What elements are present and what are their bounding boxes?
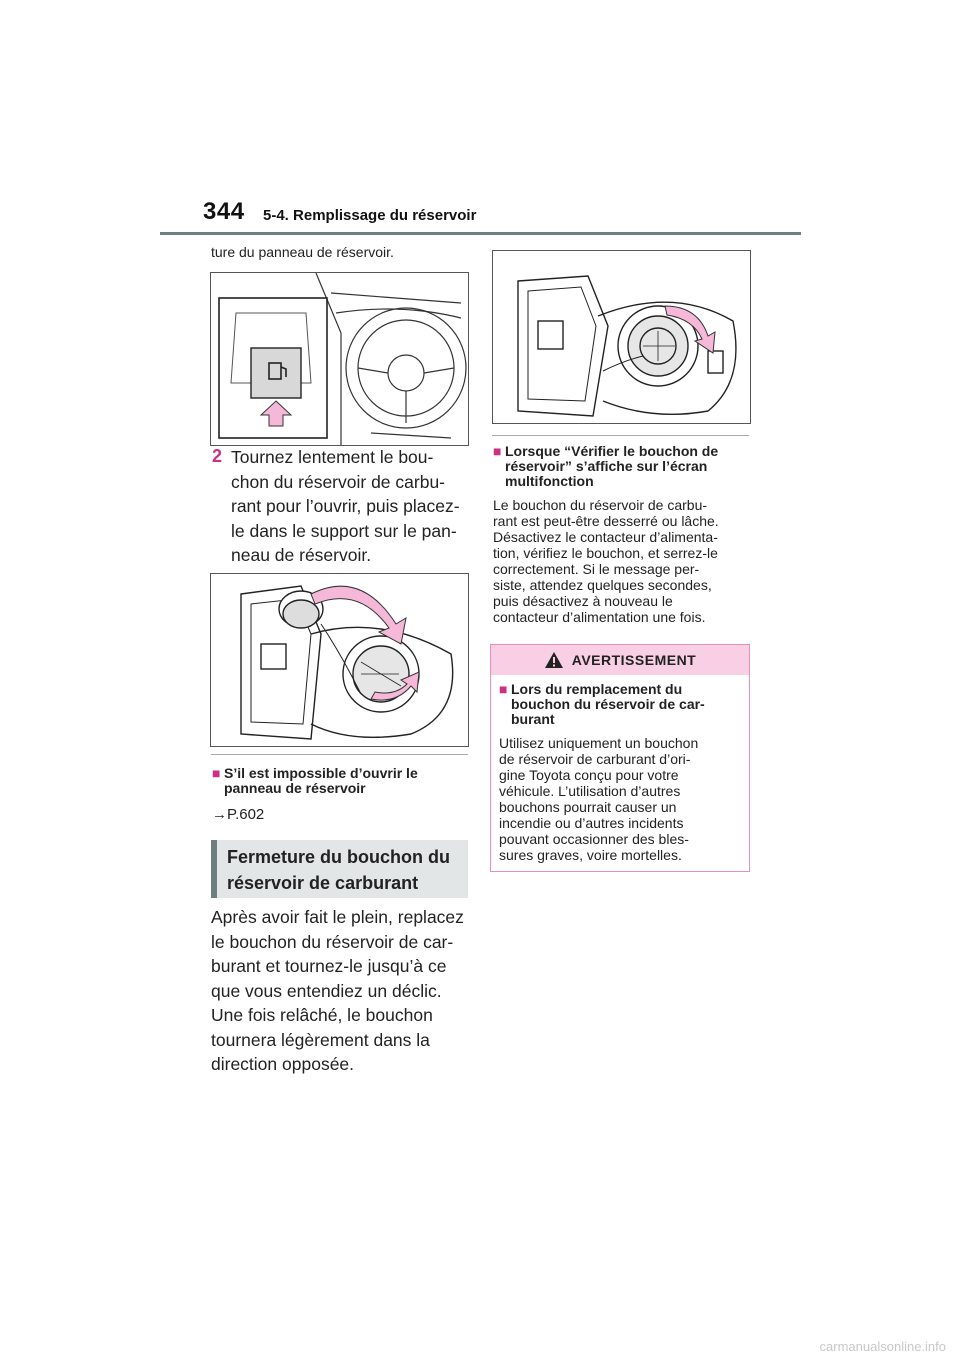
step2-text (231, 445, 471, 568)
check-cap-title-line: multifonction (505, 473, 594, 489)
check-cap-title-line: Lorsque “Vérifier le bouchon de (505, 443, 719, 459)
body-line: puis désactivez à nouveau le (493, 593, 673, 609)
warning-body (499, 735, 747, 863)
square-marker-icon: ■ (493, 443, 502, 459)
warning-title-line: Lors du remplacement du (511, 681, 683, 697)
page-reference-link[interactable]: →P.602 (212, 806, 265, 823)
body-line: tournera légèrement dans la (211, 1029, 430, 1050)
warning-header (491, 645, 749, 675)
footer-watermark: carmanualsonline.info (819, 1339, 946, 1354)
divider (492, 435, 749, 436)
warning-triangle-icon (544, 651, 564, 669)
body-line: de réservoir de carburant d’ori- (499, 751, 691, 767)
body-line: tion, vérifiez le bouchon, et serrez-le (493, 545, 718, 561)
body-line: gine Toyota conçu pour votre (499, 767, 679, 783)
body-line: Après avoir fait le plein, replacez (211, 907, 464, 927)
page-number: 344 (203, 198, 245, 225)
body-line: bouchons pourrait causer un (499, 799, 677, 815)
step2-line: neau de réservoir. (231, 545, 372, 565)
step2-line: le dans le support sur le pan- (231, 520, 457, 541)
body-line: Une fois relâché, le bouchon (211, 1005, 433, 1025)
section-title: 5-4. Remplissage du réservoir (263, 207, 477, 224)
section-heading-line: réservoir de carburant (227, 873, 419, 893)
body-line: sures graves, voire mortelles. (499, 847, 682, 863)
step2-line: Tournez lentement le bou- (231, 447, 434, 467)
fuel-cap-illustration (493, 251, 750, 423)
header-rule (160, 232, 801, 235)
warning-label: AVERTISSEMENT (571, 652, 697, 668)
body-line: le bouchon du réservoir de car- (211, 931, 454, 952)
body-line: que vous entendiez un déclic. (211, 980, 442, 1001)
body-line: Utilisez uniquement un bouchon (499, 735, 699, 751)
body-line: Désactivez le contacteur d’alimenta- (493, 529, 718, 545)
section-heading-line: Fermeture du bouchon du (227, 847, 450, 867)
fuel-door-illustration (211, 574, 468, 746)
cannot-open-title-line: S’il est impossible d’ouvrir le (224, 765, 418, 781)
step-number: 2 (212, 446, 223, 466)
square-marker-icon: ■ (212, 765, 221, 781)
warning-title-line: burant (511, 711, 555, 727)
body-line: pouvant occasionner des bles- (499, 831, 689, 847)
cannot-open-heading (212, 766, 470, 796)
body-line: rant est peut-être desserré ou lâche. (493, 513, 719, 529)
closing-section-heading (211, 840, 468, 898)
warning-box (490, 644, 750, 872)
intro-text: ture du panneau de réservoir. (211, 244, 394, 260)
body-line: incendie ou d’autres incidents (499, 815, 684, 831)
square-marker-icon: ■ (499, 681, 508, 697)
body-line: burant et tournez-le jusqu’à ce (211, 956, 447, 976)
body-line: siste, attendez quelques secondes, (493, 577, 712, 593)
figure-cap-closing (492, 250, 751, 424)
body-line: correctement. Si le message per- (493, 561, 700, 577)
body-line: véhicule. L’utilisation d’autres (499, 783, 681, 799)
fuel-door-button (251, 348, 301, 398)
check-cap-heading (493, 444, 751, 489)
cannot-open-title-line: panneau de réservoir (224, 780, 366, 796)
figure-fuel-door-opener (210, 272, 469, 446)
check-cap-title-line: réservoir” s’affiche sur l’écran (505, 458, 708, 474)
dashboard-illustration (211, 273, 468, 445)
body-line: Le bouchon du réservoir de carbu- (493, 497, 708, 513)
step2-line: chon du réservoir de carbu- (231, 471, 445, 492)
warning-heading (499, 682, 747, 727)
closing-section-body (211, 905, 473, 1077)
step2-line: rant pour l’ouvrir, puis placez- (231, 496, 460, 516)
divider (211, 754, 468, 755)
body-line: contacteur d’alimentation une fois. (493, 609, 706, 625)
rotate-arrow-large (311, 586, 406, 644)
body-line: direction opposée. (211, 1054, 355, 1074)
warning-title-line: bouchon du réservoir de car- (511, 696, 705, 712)
check-cap-body (493, 497, 755, 625)
figure-cap-in-holder (210, 573, 469, 747)
